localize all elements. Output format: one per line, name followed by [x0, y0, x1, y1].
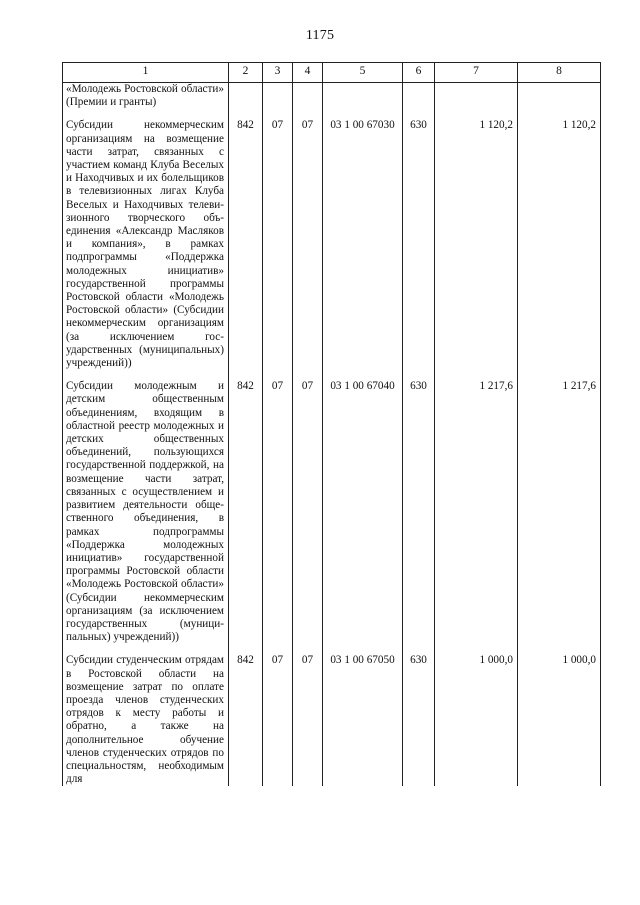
cell-amount-2: 1 000,0 [518, 654, 601, 786]
column-header: 3 [263, 63, 293, 83]
column-header: 6 [403, 63, 435, 83]
cell-target-article [323, 83, 403, 120]
cell-amount-1 [435, 83, 518, 120]
cell-ministry [229, 83, 263, 120]
cell-subsection: 07 [293, 380, 323, 654]
cell-expense-type: 630 [403, 380, 435, 654]
column-header: 4 [293, 63, 323, 83]
column-header: 7 [435, 63, 518, 83]
cell-section: 07 [263, 380, 293, 654]
cell-expense-type: 630 [403, 654, 435, 786]
table-row [63, 380, 601, 654]
cell-subsection: 07 [293, 654, 323, 786]
cell-amount-2: 1 217,6 [518, 380, 601, 654]
cell-ministry: 842 [229, 654, 263, 786]
cell-amount-2 [518, 83, 601, 120]
cell-amount-1: 1 120,2 [435, 119, 518, 380]
column-header: 8 [518, 63, 601, 83]
cell-ministry: 842 [229, 119, 263, 380]
table-row [63, 83, 601, 120]
row-name: Субсидии студенческим отрядам в Ростовской области на возмещение затрат по оплате проезда членов студенческих отрядов к месту работы и обратно, а также на дополнительное обучение членов студенческих отрядов по специальностям, необходимым для [63, 654, 229, 786]
budget-table [62, 62, 601, 786]
cell-subsection [293, 83, 323, 120]
row-name: Субсидии некоммерческим организациям на возмещение части затрат, связанных с участием команд Клуба Веселых и Находчивых и их болельщиков в телевизионных лигах Клуба Веселых и Находчивых телевизионного творческого объединения «Александр Масляков и компания», в рамках подпрограммы «Поддержка молодежных инициатив» государственной программы Ростовской области «Молодежь Ростовской области» (Субсидии некоммерческим организациям (за исключением государственных (муниципальных) учреждений)) [63, 119, 229, 380]
row-name: Субсидии молодежным и детским общественным объединениям, входящим в областной реестр молодежных и детских общественных объединений, пользующихся государственной поддержкой, на возмещение части затрат, связанных с осуществлением и развитием деятельности общественного объединения, в рамках подпрограммы «Поддержка молодежных инициатив» государственной программы Ростовской области «Молодежь Ростовской области» (Субсидии некоммерческим организациям (за исключением государственных (муниципальных) учреждений)) [63, 380, 229, 654]
cell-amount-2: 1 120,2 [518, 119, 601, 380]
table-row [63, 119, 601, 380]
cell-section: 07 [263, 119, 293, 380]
cell-section: 07 [263, 654, 293, 786]
column-header: 5 [323, 63, 403, 83]
column-header: 2 [229, 63, 263, 83]
column-header: 1 [63, 63, 229, 83]
cell-target-article: 03 1 00 67050 [323, 654, 403, 786]
table-row [63, 654, 601, 786]
cell-amount-1: 1 217,6 [435, 380, 518, 654]
cell-target-article: 03 1 00 67030 [323, 119, 403, 380]
cell-subsection: 07 [293, 119, 323, 380]
cell-expense-type [403, 83, 435, 120]
row-name: «Молодежь Ростовской области» (Премии и гранты) [63, 83, 229, 120]
table-header-row [63, 63, 601, 83]
cell-target-article: 03 1 00 67040 [323, 380, 403, 654]
cell-expense-type: 630 [403, 119, 435, 380]
cell-amount-1: 1 000,0 [435, 654, 518, 786]
cell-section [263, 83, 293, 120]
cell-ministry: 842 [229, 380, 263, 654]
page-number: 1175 [305, 28, 335, 43]
